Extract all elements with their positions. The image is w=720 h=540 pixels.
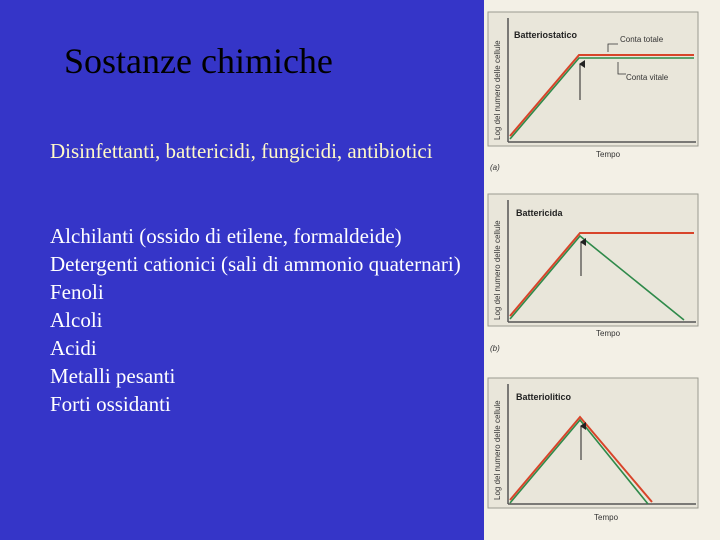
viable-count-label: Conta vitale bbox=[626, 73, 669, 82]
panel-letter: (a) bbox=[490, 163, 500, 172]
x-axis-label: Tempo bbox=[596, 329, 621, 338]
x-axis-label: Tempo bbox=[596, 150, 621, 159]
total-count-label: Conta totale bbox=[620, 35, 664, 44]
list-item: Alcoli bbox=[50, 308, 103, 332]
panel-title: Batteriolitico bbox=[516, 392, 572, 402]
panel-letter: (b) bbox=[490, 344, 500, 353]
y-axis-label: Log del numero delle cellule bbox=[493, 400, 502, 500]
y-axis-label: Log del numero delle cellule bbox=[493, 40, 502, 140]
panel-bacteriostatic bbox=[488, 12, 698, 172]
list-item: Alchilanti (ossido di etilene, formaldeide) bbox=[50, 224, 402, 248]
panel-bactericidal bbox=[488, 194, 698, 353]
slide-title: Sostanze chimiche bbox=[64, 41, 333, 81]
growth-curves-figure bbox=[484, 0, 720, 540]
list-item: Detergenti cationici (sali di ammonio quaternari) bbox=[50, 252, 461, 276]
list-item: Metalli pesanti bbox=[50, 364, 176, 388]
panel-title: Batteriostatico bbox=[514, 30, 578, 40]
y-axis-label: Log del numero delle cellule bbox=[493, 220, 502, 320]
panel-bacteriolytic bbox=[488, 378, 698, 522]
figure-svg bbox=[484, 0, 720, 540]
list-item: Forti ossidanti bbox=[50, 392, 171, 416]
panel-title: Battericida bbox=[516, 208, 563, 218]
list-item: Fenoli bbox=[50, 280, 104, 304]
lead-text: Disinfettanti, battericidi, fungicidi, antibiotici bbox=[50, 139, 433, 163]
chemical-list bbox=[50, 222, 470, 418]
list-item: Acidi bbox=[50, 336, 97, 360]
x-axis-label: Tempo bbox=[594, 513, 619, 522]
